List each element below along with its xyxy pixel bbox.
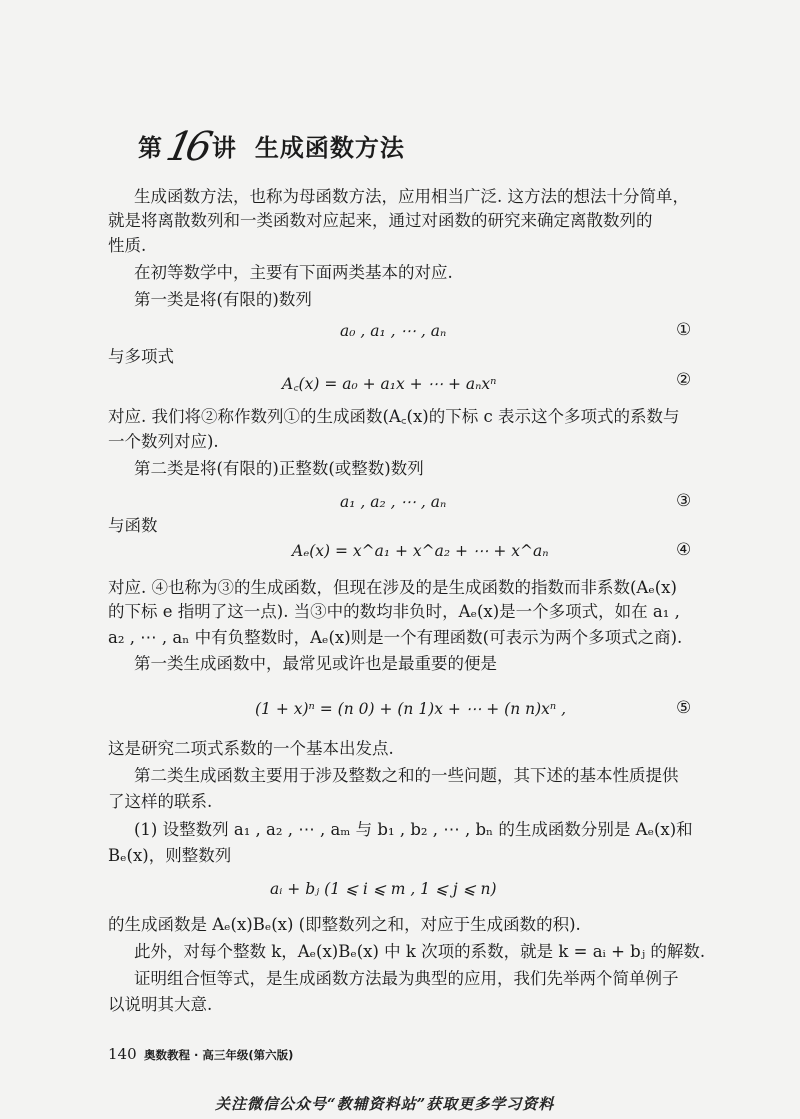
formula-1: a₀ , a₁ , ⋯ , aₙ: [340, 322, 447, 340]
paragraph-line: 与多项式: [108, 347, 174, 366]
title-text: 生成函数方法: [254, 133, 405, 162]
paragraph-line: 生成函数方法，也称为母函数方法，应用相当广泛. 这方法的想法十分简单，: [134, 187, 689, 206]
lecture-number: 16: [162, 124, 211, 170]
paragraph-line: 第二类生成函数主要用于涉及整数之和的一些问题，其下述的基本性质提供: [134, 766, 679, 785]
paragraph-line: 性质.: [108, 236, 147, 255]
paragraph-line: 与函数: [108, 516, 158, 535]
paragraph-line: 对应. 我们将②称作数列①的生成函数(A꜀(x)的下标 c 表示这个多项式的系数与: [108, 407, 680, 426]
paragraph-line: 的生成函数是 Aₑ(x)Bₑ(x) (即整数列之和，对应于生成函数的积).: [108, 915, 581, 934]
paragraph-line: Bₑ(x)，则整数列: [108, 846, 232, 865]
title-suffix: 讲: [211, 133, 237, 162]
paragraph-line: 此外，对每个整数 k，Aₑ(x)Bₑ(x) 中 k 次项的系数，就是 k = aᵢ + bⱼ 的解数.: [134, 942, 706, 961]
paragraph-line: 就是将离散数列和一类函数对应起来，通过对函数的研究来确定离散数列的: [108, 211, 653, 230]
formula-4: Aₑ(x) = x^a₁ + x^a₂ + ⋯ + x^aₙ: [292, 542, 549, 560]
formula-2: A꜀(x) = a₀ + a₁x + ⋯ + aₙxⁿ: [282, 375, 497, 393]
formula-6: aᵢ + bⱼ (1 ⩽ i ⩽ m , 1 ⩽ j ⩽ n): [270, 880, 497, 898]
lecture-title: [138, 124, 405, 170]
paragraph-line: 对应. ④也称为③的生成函数，但现在涉及的是生成函数的指数而非系数(Aₑ(x): [108, 578, 677, 597]
paragraph-line: (1) 设整数列 a₁ , a₂ , ⋯ , aₘ 与 b₁ , b₂ , ⋯ , bₙ 的生成函数分别是 Aₑ(x)和: [134, 820, 693, 839]
paragraph-line: 了这样的联系.: [108, 792, 213, 811]
page-number: 140: [108, 1045, 137, 1063]
paragraph-line: 在初等数学中，主要有下面两类基本的对应.: [134, 263, 453, 282]
paragraph-line: 第一类生成函数中，最常见或许也是最重要的便是: [134, 654, 497, 673]
book-title: 奥数教程 · 高三年级(第六版): [144, 1048, 294, 1062]
paragraph-line: 第一类是将(有限的)数列: [134, 290, 312, 309]
paragraph-line: 的下标 e 指明了这一点). 当③中的数均非负时，Aₑ(x)是一个多项式，如在 a₁ ,: [108, 602, 680, 621]
equation-tag-4: ④: [676, 540, 692, 560]
paragraph-line: 以说明其大意.: [108, 995, 213, 1014]
equation-tag-1: ①: [676, 320, 692, 340]
equation-tag-3: ③: [676, 491, 692, 511]
watermark-text: 关注微信公众号“教辅资料站”获取更多学习资料: [215, 1095, 555, 1113]
title-prefix: 第: [138, 133, 163, 162]
paragraph-line: 这是研究二项式系数的一个基本出发点.: [108, 739, 394, 758]
paragraph-line: a₂ , ⋯ , aₙ 中有负整数时，Aₑ(x)则是一个有理函数(可表示为两个多项式之商).: [108, 628, 683, 647]
equation-tag-5: ⑤: [676, 698, 692, 718]
formula-3: a₁ , a₂ , ⋯ , aₙ: [340, 493, 447, 511]
paragraph-line: 一个数列对应).: [108, 432, 219, 451]
paragraph-line: 证明组合恒等式，是生成函数方法最为典型的应用，我们先举两个简单例子: [134, 969, 679, 988]
paragraph-line: 第二类是将(有限的)正整数(或整数)数列: [134, 459, 424, 478]
equation-tag-2: ②: [676, 370, 692, 390]
formula-5: (1 + x)ⁿ = (n 0) + (n 1)x + ⋯ + (n n)xⁿ ,: [255, 700, 567, 718]
